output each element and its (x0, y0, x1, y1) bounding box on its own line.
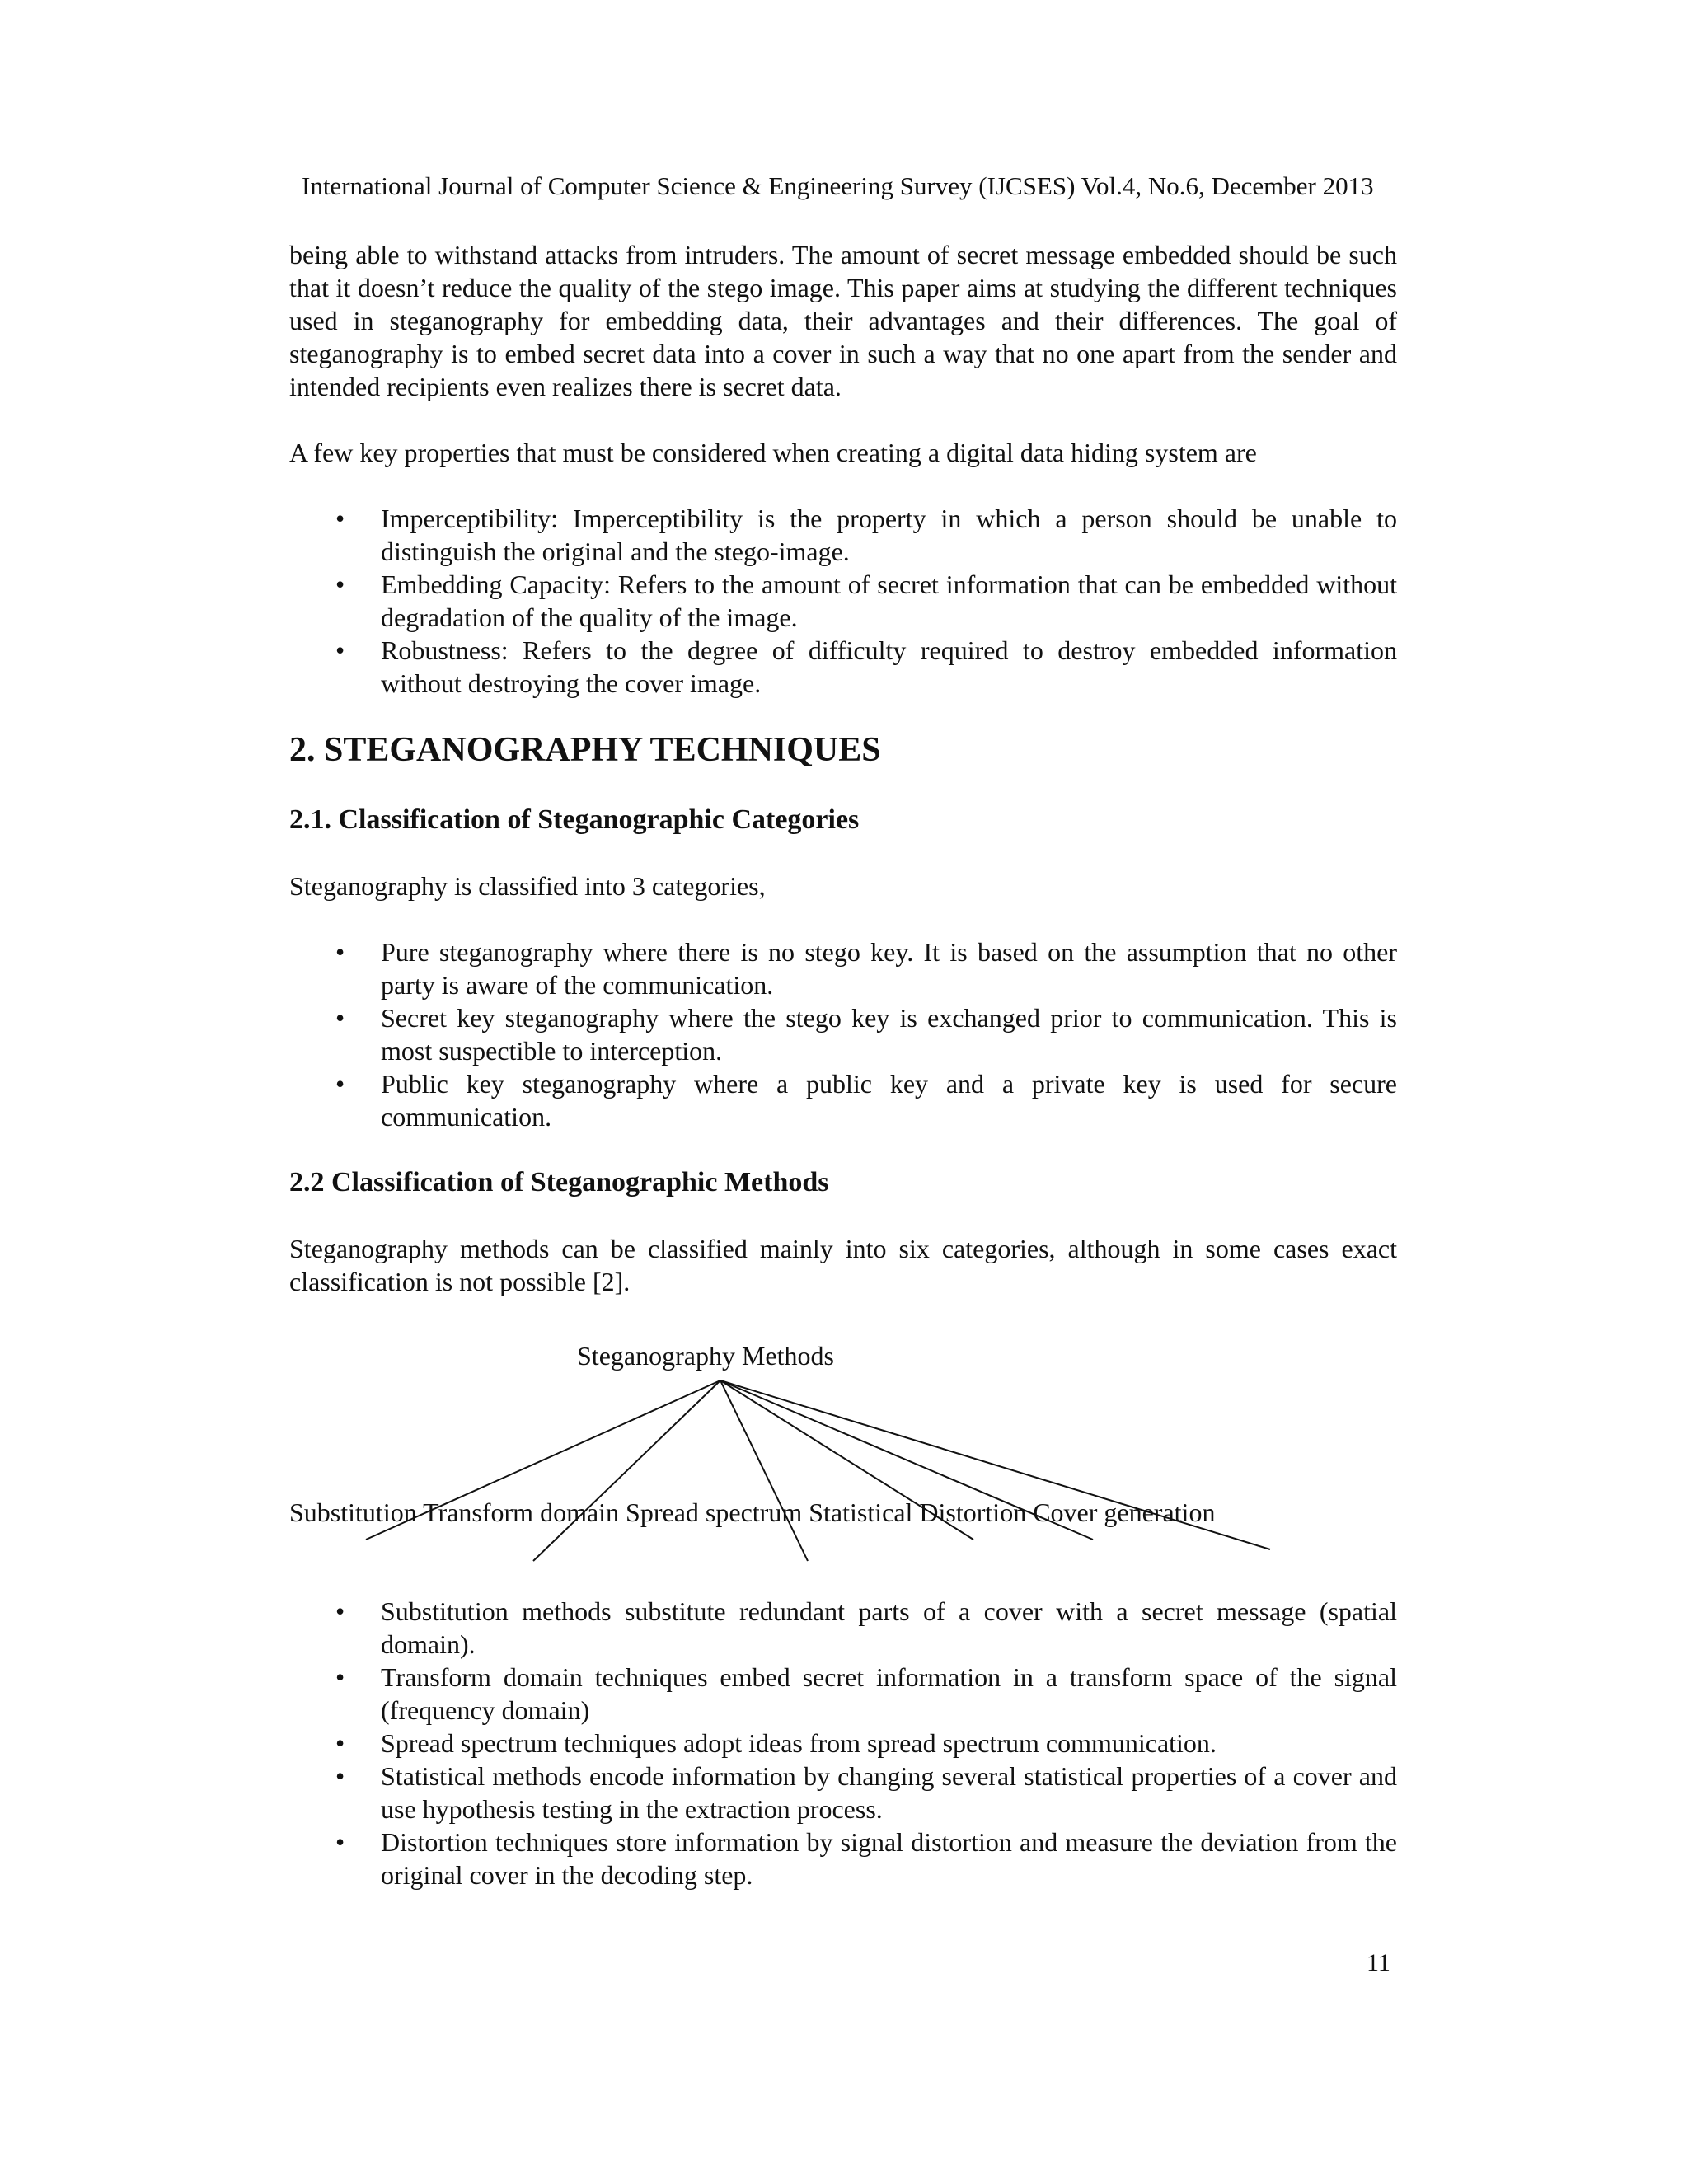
categories-lead: Steganography is classified into 3 categories, (289, 871, 766, 901)
list-item (289, 568, 1397, 634)
leaf-label-distortion: Distortion (919, 1497, 1027, 1527)
properties-lead: A few key properties that must be considered when creating a digital data hiding system are (289, 438, 1257, 467)
leaf-label-statistical: Statistical (809, 1497, 913, 1527)
list-item-text: Pure steganography where there is no stego key. It is based on the assumption that no other party is aware of the communication. (381, 937, 1397, 1000)
methods-lead: Steganography methods can be classified mainly into six categories, although in some cases exact classification is not possible [2]. (289, 1234, 1397, 1296)
diagram-root-label: Steganography Methods (577, 1341, 834, 1371)
bullet-icon: • (335, 635, 345, 665)
subsection-heading-2-1: 2.1. Classification of Steganographic Categories (289, 804, 860, 835)
list-item-text: Embedding Capacity: Refers to the amount of secret information that can be embedded without degradation of the quality of the image. (381, 569, 1397, 632)
bullet-icon: • (335, 1069, 345, 1099)
bullet-icon: • (335, 569, 345, 599)
list-item (289, 1825, 1397, 1891)
running-header: International Journal of Computer Science & Engineering Survey (IJCSES) Vol.4, No.6, December 2013 (302, 171, 1374, 200)
bullet-icon: • (335, 1662, 345, 1692)
diagram-connectors (289, 1298, 1397, 1595)
bullet-icon: • (335, 1827, 345, 1857)
bullet-icon: • (335, 937, 345, 967)
connector-line (533, 1380, 720, 1561)
diagram-leaf-labels (289, 1496, 1215, 1529)
list-item (289, 1760, 1397, 1825)
section-heading: 2. STEGANOGRAPHY TECHNIQUES (289, 731, 881, 769)
page-number: 11 (1367, 1949, 1390, 1976)
bullet-icon: • (335, 1596, 345, 1626)
categories-list (289, 935, 1397, 1133)
list-item (289, 935, 1397, 1001)
bullet-icon: • (335, 1003, 345, 1033)
methods-list (289, 1595, 1397, 1891)
list-item (289, 502, 1397, 568)
list-item-text: Spread spectrum techniques adopt ideas from spread spectrum communication. (381, 1728, 1217, 1758)
list-item-text: Robustness: Refers to the degree of difficulty required to destroy embedded information without destroying the cover image. (381, 635, 1397, 698)
leaf-label-spread-spectrum: Spread spectrum (626, 1497, 803, 1527)
list-item-text: Public key steganography where a public key and a private key is used for secure communication. (381, 1069, 1397, 1132)
bullet-icon: • (335, 1728, 345, 1758)
list-item (289, 1727, 1397, 1760)
list-item-text: Substitution methods substitute redundant parts of a cover with a secret message (spatial domain). (381, 1596, 1397, 1659)
list-item-text: Secret key steganography where the stego key is exchanged prior to communication. This is most suspectible to interception. (381, 1003, 1397, 1066)
list-item-text: Distortion techniques store information by signal distortion and measure the deviation from the original cover in the decoding step. (381, 1827, 1397, 1890)
methods-tree-diagram (289, 1298, 1397, 1595)
bullet-icon: • (335, 504, 345, 533)
leaf-label-transform-domain: Transform domain (423, 1497, 620, 1527)
intro-paragraph: being able to withstand attacks from intruders. The amount of secret message embedded should be such that it doesn’t reduce the quality of the stego image. This paper aims at studying the different techniques used in steganography for embedding data, their advantages and their differences. The goal of steganography is to embed secret data into a cover in such a way that no one apart from the sender and intended recipients even realizes there is secret data. (289, 240, 1397, 401)
list-item (289, 1595, 1397, 1661)
leaf-label-cover-generation: Cover generation (1033, 1497, 1216, 1527)
list-item (289, 1067, 1397, 1133)
list-item (289, 634, 1397, 700)
list-item-text: Statistical methods encode information by changing several statistical properties of a cover and use hypothesis testing in the extraction process. (381, 1761, 1397, 1824)
subsection-heading-2-2: 2.2 Classification of Steganographic Methods (289, 1167, 829, 1197)
list-item-text: Transform domain techniques embed secret information in a transform space of the signal (frequency domain) (381, 1662, 1397, 1725)
page-content (289, 238, 1397, 1891)
list-item (289, 1661, 1397, 1727)
properties-list (289, 502, 1397, 700)
bullet-icon: • (335, 1761, 345, 1791)
leaf-label-substitution: Substitution (289, 1497, 417, 1527)
list-item-text: Imperceptibility: Imperceptibility is the property in which a person should be unable to distinguish the original and the stego-image. (381, 504, 1397, 566)
list-item (289, 1001, 1397, 1067)
